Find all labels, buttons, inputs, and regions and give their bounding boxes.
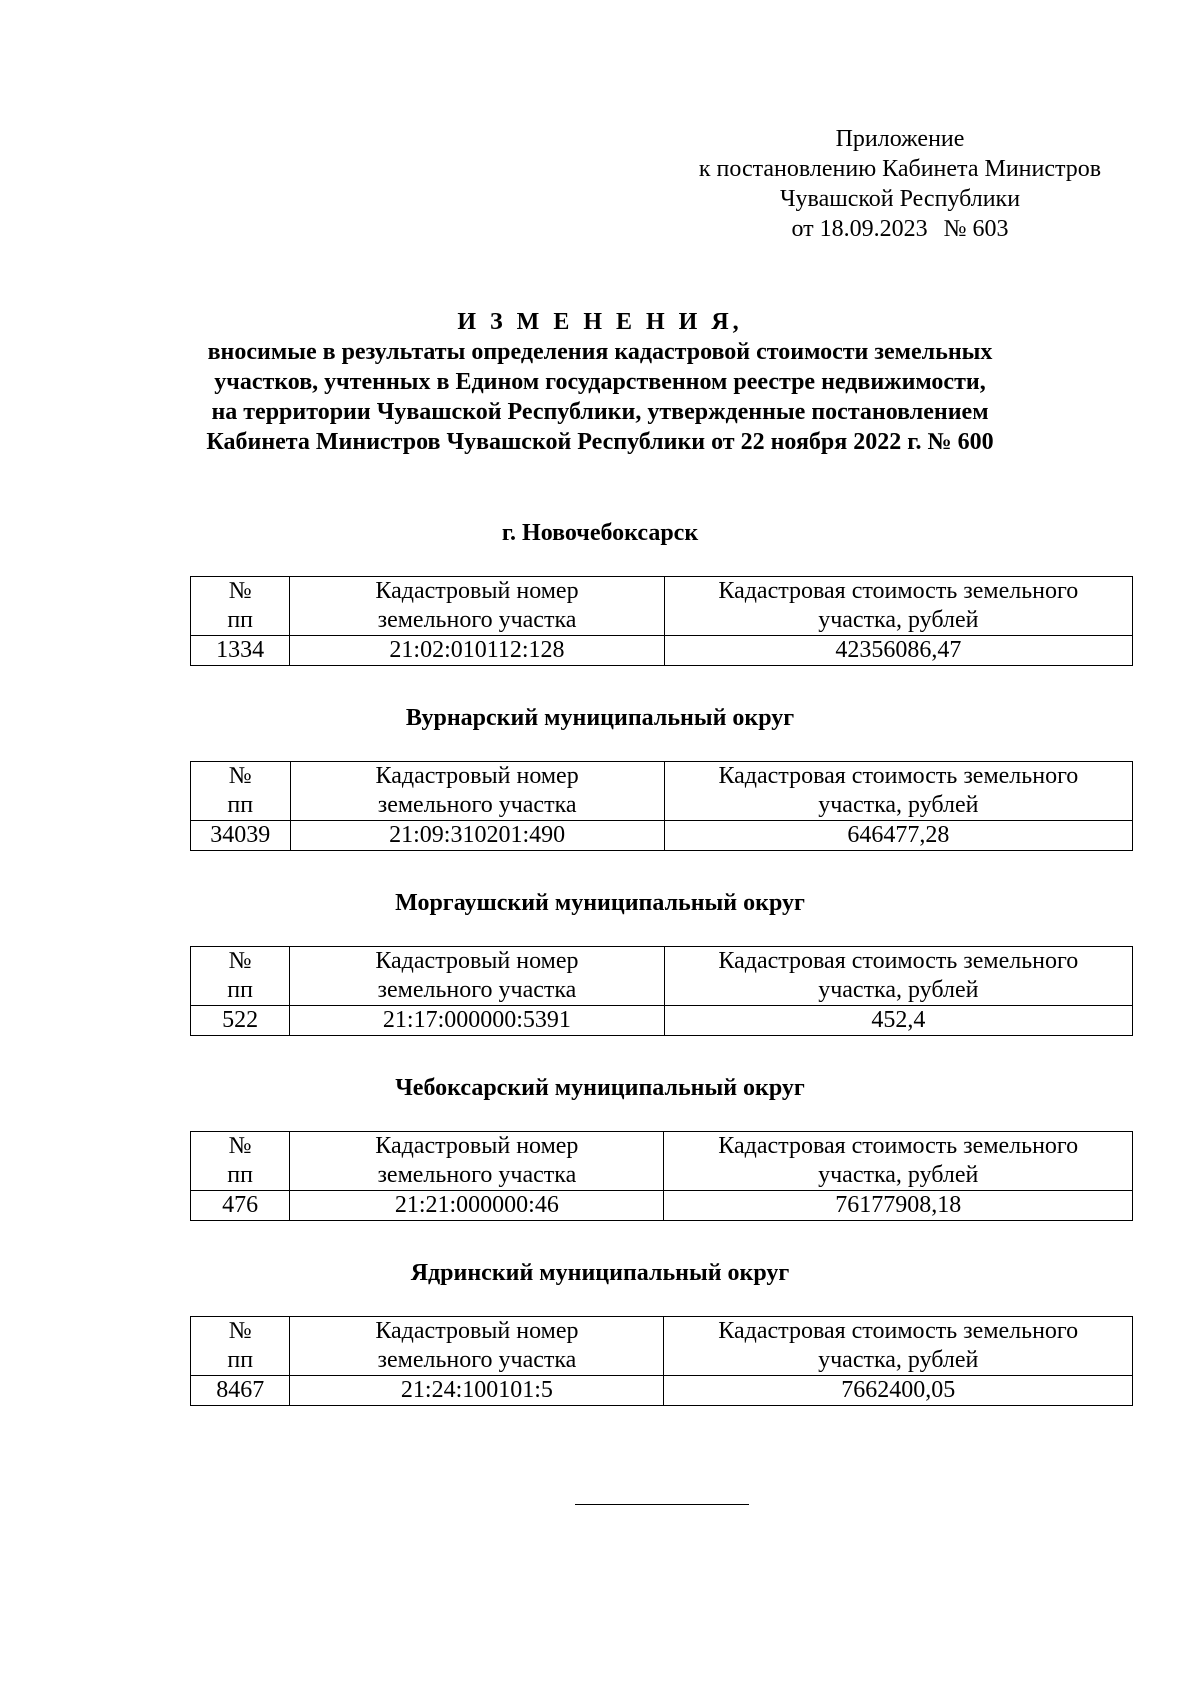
appendix-number: № 603 <box>943 216 1009 242</box>
section-title: Чебоксарский муниципальный округ <box>395 1075 805 1101</box>
header-text: земельного участка <box>377 1347 577 1373</box>
header-text: Кадастровая стоимость земельного <box>718 1318 1079 1344</box>
row-cadastral: 21:17:000000:5391 <box>290 1006 664 1036</box>
header-text: Кадастровый номер <box>375 948 579 974</box>
header-text: земельного участка <box>377 792 577 818</box>
table-row <box>191 1191 1133 1221</box>
header-cadastral <box>290 1132 664 1191</box>
cadastral-table <box>190 576 1133 666</box>
title-line-1: вносимые в результаты определения кадастровой стоимости земельных <box>207 339 993 365</box>
appendix-resolution: к постановлению Кабинета Министров <box>698 156 1102 182</box>
header-num <box>191 577 290 636</box>
section-title: Ядринский муниципальный округ <box>410 1260 790 1286</box>
row-value: 42356086,47 <box>664 636 1132 666</box>
header-text: участка, рублей <box>818 1162 979 1188</box>
row-num: 1334 <box>191 636 290 666</box>
header-text: земельного участка <box>377 977 577 1003</box>
header-num <box>191 947 290 1006</box>
document-title <box>150 307 1050 457</box>
row-cadastral: 21:09:310201:490 <box>290 821 664 851</box>
title-heading: И З М Е Н Е Н И Я, <box>457 309 743 335</box>
end-divider <box>575 1504 749 1505</box>
header-text: земельного участка <box>377 1162 577 1188</box>
cadastral-table <box>190 1131 1133 1221</box>
header-text: № <box>228 763 252 789</box>
section-title: Вурнарский муниципальный округ <box>405 705 795 731</box>
header-text: № <box>228 948 252 974</box>
header-text: участка, рублей <box>818 792 979 818</box>
header-text: пп <box>227 792 254 818</box>
appendix-date-line <box>640 214 1160 244</box>
header-value <box>664 1132 1133 1191</box>
title-line-2: участков, учтенных в Едином государственном реестре недвижимости, <box>214 369 986 395</box>
cadastral-table <box>190 761 1133 851</box>
row-cadastral: 21:02:010112:128 <box>290 636 664 666</box>
header-text: земельного участка <box>377 607 577 633</box>
row-value: 76177908,18 <box>664 1191 1133 1221</box>
header-text: участка, рублей <box>818 977 979 1003</box>
header-text: Кадастровая стоимость земельного <box>718 948 1079 974</box>
header-cadastral <box>290 577 664 636</box>
header-cadastral <box>290 947 664 1006</box>
header-text: № <box>228 1133 252 1159</box>
header-text: пп <box>227 607 254 633</box>
header-text: пп <box>227 1347 254 1373</box>
header-text: пп <box>227 1162 253 1188</box>
title-line-4: Кабинета Министров Чувашской Республики от 22 ноября 2022 г. № 600 <box>206 429 994 455</box>
header-cadastral <box>290 1317 664 1376</box>
header-text: № <box>228 578 252 604</box>
header-text: № <box>228 1318 252 1344</box>
header-value <box>664 1317 1133 1376</box>
row-value: 646477,28 <box>664 821 1132 851</box>
header-value <box>664 577 1132 636</box>
table-header-row <box>191 577 1133 636</box>
header-text: Кадастровый номер <box>375 763 579 789</box>
header-text: участка, рублей <box>818 1347 979 1373</box>
table-header-row <box>191 762 1133 821</box>
row-value: 452,4 <box>664 1006 1132 1036</box>
cadastral-table <box>190 946 1133 1036</box>
header-num <box>191 762 291 821</box>
table-header-row <box>191 1317 1133 1376</box>
table-row <box>191 821 1133 851</box>
row-num: 476 <box>191 1191 290 1221</box>
cadastral-table <box>190 1316 1133 1406</box>
section-title: г. Новочебоксарск <box>501 520 699 546</box>
appendix-date: от 18.09.2023 <box>791 216 928 242</box>
appendix-republic: Чувашской Республики <box>779 186 1021 212</box>
row-num: 34039 <box>191 821 291 851</box>
table-row <box>191 636 1133 666</box>
row-value: 7662400,05 <box>664 1376 1133 1406</box>
header-value <box>664 762 1132 821</box>
header-text: Кадастровый номер <box>375 578 579 604</box>
table-header-row <box>191 1132 1133 1191</box>
row-num: 8467 <box>191 1376 290 1406</box>
table-header-row <box>191 947 1133 1006</box>
header-num <box>191 1132 290 1191</box>
appendix-label: Приложение <box>835 126 965 152</box>
row-cadastral: 21:21:000000:46 <box>290 1191 664 1221</box>
header-text: Кадастровая стоимость земельного <box>718 1133 1079 1159</box>
header-value <box>664 947 1132 1006</box>
header-text: участка, рублей <box>818 607 979 633</box>
header-cadastral <box>290 762 664 821</box>
table-row <box>191 1376 1133 1406</box>
header-text: Кадастровый номер <box>375 1133 579 1159</box>
row-cadastral: 21:24:100101:5 <box>290 1376 664 1406</box>
header-text: Кадастровый номер <box>375 1318 579 1344</box>
header-num <box>191 1317 290 1376</box>
title-line-3: на территории Чувашской Республики, утвержденные постановлением <box>211 399 989 425</box>
table-row <box>191 1006 1133 1036</box>
header-text: пп <box>227 977 253 1003</box>
header-text: Кадастровая стоимость земельного <box>718 763 1079 789</box>
appendix-block <box>640 124 1160 244</box>
header-text: Кадастровая стоимость земельного <box>718 578 1079 604</box>
section-title: Моргаушский муниципальный округ <box>395 890 805 916</box>
row-num: 522 <box>191 1006 290 1036</box>
